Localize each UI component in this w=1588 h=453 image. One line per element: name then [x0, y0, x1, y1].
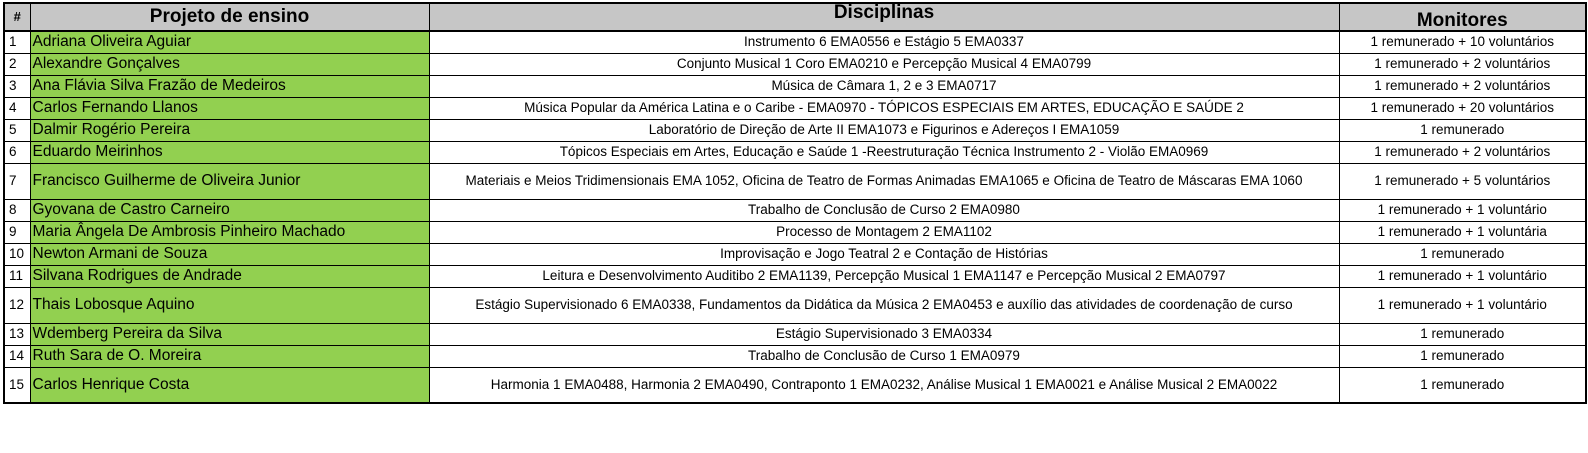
table-row — [4, 199, 1586, 221]
project-cell: Carlos Henrique Costa — [30, 367, 429, 403]
monitors-cell: 1 remunerado + 2 voluntários — [1339, 53, 1586, 75]
row-number: 11 — [4, 265, 30, 287]
disciplines-cell: Processo de Montagem 2 EMA1102 — [429, 221, 1339, 243]
header-project: Projeto de ensino — [30, 3, 429, 31]
monitors-cell: 1 remunerado — [1339, 119, 1586, 141]
table-row — [4, 367, 1586, 403]
project-cell: Adriana Oliveira Aguiar — [30, 31, 429, 53]
row-number: 4 — [4, 97, 30, 119]
project-cell: Francisco Guilherme de Oliveira Junior — [30, 163, 429, 199]
table-row — [4, 53, 1586, 75]
monitors-cell: 1 remunerado + 1 voluntário — [1339, 265, 1586, 287]
table-row — [4, 31, 1586, 53]
disciplines-cell: Tópicos Especiais em Artes, Educação e Saúde 1 -Reestruturação Técnica Instrumento 2 - Violão EMA0969 — [429, 141, 1339, 163]
monitors-cell: 1 remunerado + 1 voluntário — [1339, 199, 1586, 221]
monitors-cell: 1 remunerado + 2 voluntários — [1339, 75, 1586, 97]
row-number: 9 — [4, 221, 30, 243]
row-number: 8 — [4, 199, 30, 221]
disciplines-cell: Conjunto Musical 1 Coro EMA0210 e Percepção Musical 4 EMA0799 — [429, 53, 1339, 75]
row-number: 15 — [4, 367, 30, 403]
table-row — [4, 265, 1586, 287]
disciplines-cell: Trabalho de Conclusão de Curso 1 EMA0979 — [429, 345, 1339, 367]
row-number: 14 — [4, 345, 30, 367]
monitors-cell: 1 remunerado + 1 voluntária — [1339, 221, 1586, 243]
row-number: 1 — [4, 31, 30, 53]
monitors-cell: 1 remunerado — [1339, 323, 1586, 345]
table-row — [4, 243, 1586, 265]
project-cell: Silvana Rodrigues de Andrade — [30, 265, 429, 287]
disciplines-cell: Trabalho de Conclusão de Curso 2 EMA0980 — [429, 199, 1339, 221]
table-row — [4, 119, 1586, 141]
monitors-cell: 1 remunerado + 10 voluntários — [1339, 31, 1586, 53]
disciplines-cell: Música Popular da América Latina e o Caribe - EMA0970 - TÓPICOS ESPECIAIS EM ARTES, EDUCAÇÃO E SAÚDE 2 — [429, 97, 1339, 119]
disciplines-cell: Leitura e Desenvolvimento Auditibo 2 EMA1139, Percepção Musical 1 EMA1147 e Percepção Musical 2 EMA0797 — [429, 265, 1339, 287]
table-row — [4, 75, 1586, 97]
row-number: 6 — [4, 141, 30, 163]
header-monitors: Monitores — [1339, 3, 1586, 31]
table-row — [4, 141, 1586, 163]
row-number: 5 — [4, 119, 30, 141]
disciplines-cell: Instrumento 6 EMA0556 e Estágio 5 EMA0337 — [429, 31, 1339, 53]
row-number: 13 — [4, 323, 30, 345]
monitors-cell: 1 remunerado — [1339, 345, 1586, 367]
row-number: 3 — [4, 75, 30, 97]
monitors-cell: 1 remunerado + 20 voluntários — [1339, 97, 1586, 119]
table-row — [4, 287, 1586, 323]
row-number: 10 — [4, 243, 30, 265]
table-row — [4, 221, 1586, 243]
monitors-cell: 1 remunerado + 2 voluntários — [1339, 141, 1586, 163]
project-cell: Wdemberg Pereira da Silva — [30, 323, 429, 345]
monitors-cell: 1 remunerado — [1339, 243, 1586, 265]
disciplines-cell: Música de Câmara 1, 2 e 3 EMA0717 — [429, 75, 1339, 97]
row-number: 12 — [4, 287, 30, 323]
teaching-projects-table — [3, 2, 1587, 404]
disciplines-cell: Improvisação e Jogo Teatral 2 e Contação de Histórias — [429, 243, 1339, 265]
table-row — [4, 97, 1586, 119]
project-cell: Carlos Fernando Llanos — [30, 97, 429, 119]
project-cell: Newton Armani de Souza — [30, 243, 429, 265]
monitors-cell: 1 remunerado + 5 voluntários — [1339, 163, 1586, 199]
header-disciplines: Disciplinas — [429, 3, 1339, 31]
header-num: # — [4, 3, 30, 31]
table-row — [4, 163, 1586, 199]
header-row — [4, 3, 1586, 31]
row-number: 2 — [4, 53, 30, 75]
project-cell: Ruth Sara de O. Moreira — [30, 345, 429, 367]
project-cell: Eduardo Meirinhos — [30, 141, 429, 163]
project-cell: Thais Lobosque Aquino — [30, 287, 429, 323]
row-number: 7 — [4, 163, 30, 199]
disciplines-cell: Harmonia 1 EMA0488, Harmonia 2 EMA0490, Contraponto 1 EMA0232, Análise Musical 1 EMA0021 e Análise Musical 2 EMA0022 — [429, 367, 1339, 403]
disciplines-cell: Estágio Supervisionado 6 EMA0338, Fundamentos da Didática da Música 2 EMA0453 e auxílio das atividades de coordenação de curso — [429, 287, 1339, 323]
table-row — [4, 345, 1586, 367]
disciplines-cell: Materiais e Meios Tridimensionais EMA 1052, Oficina de Teatro de Formas Animadas EMA1065 e Oficina de Teatro de Máscaras EMA 1060 — [429, 163, 1339, 199]
project-cell: Alexandre Gonçalves — [30, 53, 429, 75]
project-cell: Ana Flávia Silva Frazão de Medeiros — [30, 75, 429, 97]
monitors-cell: 1 remunerado + 1 voluntário — [1339, 287, 1586, 323]
project-cell: Dalmir Rogério Pereira — [30, 119, 429, 141]
project-cell: Gyovana de Castro Carneiro — [30, 199, 429, 221]
monitors-cell: 1 remunerado — [1339, 367, 1586, 403]
disciplines-cell: Estágio Supervisionado 3 EMA0334 — [429, 323, 1339, 345]
project-cell: Maria Ângela De Ambrosis Pinheiro Machado — [30, 221, 429, 243]
table-row — [4, 323, 1586, 345]
disciplines-cell: Laboratório de Direção de Arte II EMA1073 e Figurinos e Adereços I EMA1059 — [429, 119, 1339, 141]
